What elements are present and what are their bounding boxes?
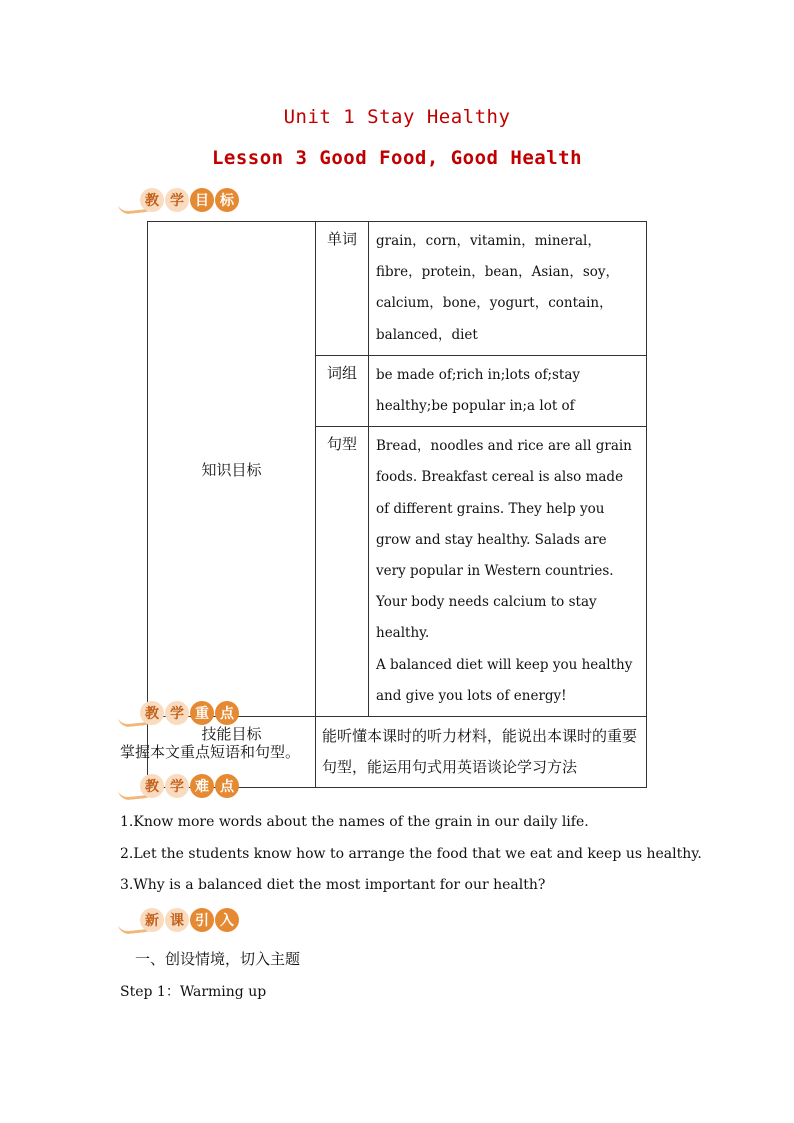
step-heading: Step 1：Warming up: [120, 984, 267, 1000]
phrases-cell: be made of;rich in;lots of;stay healthy;be popular in;a lot of: [369, 355, 647, 426]
lesson-title: Lesson 3 Good Food, Good Health: [211, 147, 583, 169]
sentences-cell: [369, 427, 647, 717]
unit-title: Unit 1 Stay Healthy: [283, 106, 511, 128]
words-cell: grain，corn，vitamin，mineral，fibre，protein，bean，Asian，soy，calcium，bone，yogurt，contain，balanced，diet: [369, 222, 647, 356]
difficulties-badge: [118, 772, 234, 800]
sentences-paragraph: Bread，noodles and rice are all grain foods. Breakfast cereal is also made of different grains. They help you grow and stay healthy. Salads are very popular in Western countries. Your body needs calcium to stay healthy.: [376, 438, 632, 642]
badge-char: 学: [165, 188, 189, 212]
section-heading: 一、创设情境，切入主题: [135, 950, 301, 968]
badge-char: 课: [165, 908, 189, 932]
key-points-badge: [118, 699, 234, 727]
difficulty-item: 2.Let the students know how to arrange the food that we eat and keep us healthy.: [120, 846, 702, 862]
sentences-label: 句型: [316, 427, 369, 717]
intro-badge: [118, 906, 234, 934]
badge-char: 重: [190, 701, 214, 725]
badge-char: 新: [140, 908, 164, 932]
badge-char: 学: [165, 701, 189, 725]
words-label: 单词: [316, 222, 369, 356]
badge-char: 教: [140, 188, 164, 212]
difficulty-item: 1.Know more words about the names of the grain in our daily life.: [120, 814, 589, 830]
badge-char: 教: [140, 701, 164, 725]
key-points-text: 掌握本文重点短语和句型。: [120, 743, 301, 761]
badge-char: 引: [190, 908, 214, 932]
knowledge-goals-label: 知识目标: [148, 222, 316, 717]
phrases-label: 词组: [316, 355, 369, 426]
badge-char: 标: [215, 188, 239, 212]
badge-char: 目: [190, 188, 214, 212]
sentences-paragraph: A balanced diet will keep you healthy and give you lots of energy!: [376, 656, 633, 704]
badge-char: 难: [190, 774, 214, 798]
badge-char: 学: [165, 774, 189, 798]
badge-char: 点: [215, 701, 239, 725]
badge-char: 教: [140, 774, 164, 798]
difficulty-item: 3.Why is a balanced diet the most important for our health?: [120, 877, 546, 893]
skill-goals-cell: 能听懂本课时的听力材料，能说出本课时的重要句型，能运用句式用英语谈论学习方法: [316, 717, 647, 788]
skill-goals-label: 技能目标: [148, 717, 316, 788]
badge-char: 点: [215, 774, 239, 798]
badge-char: 入: [215, 908, 239, 932]
teaching-goals-badge: [118, 186, 234, 214]
